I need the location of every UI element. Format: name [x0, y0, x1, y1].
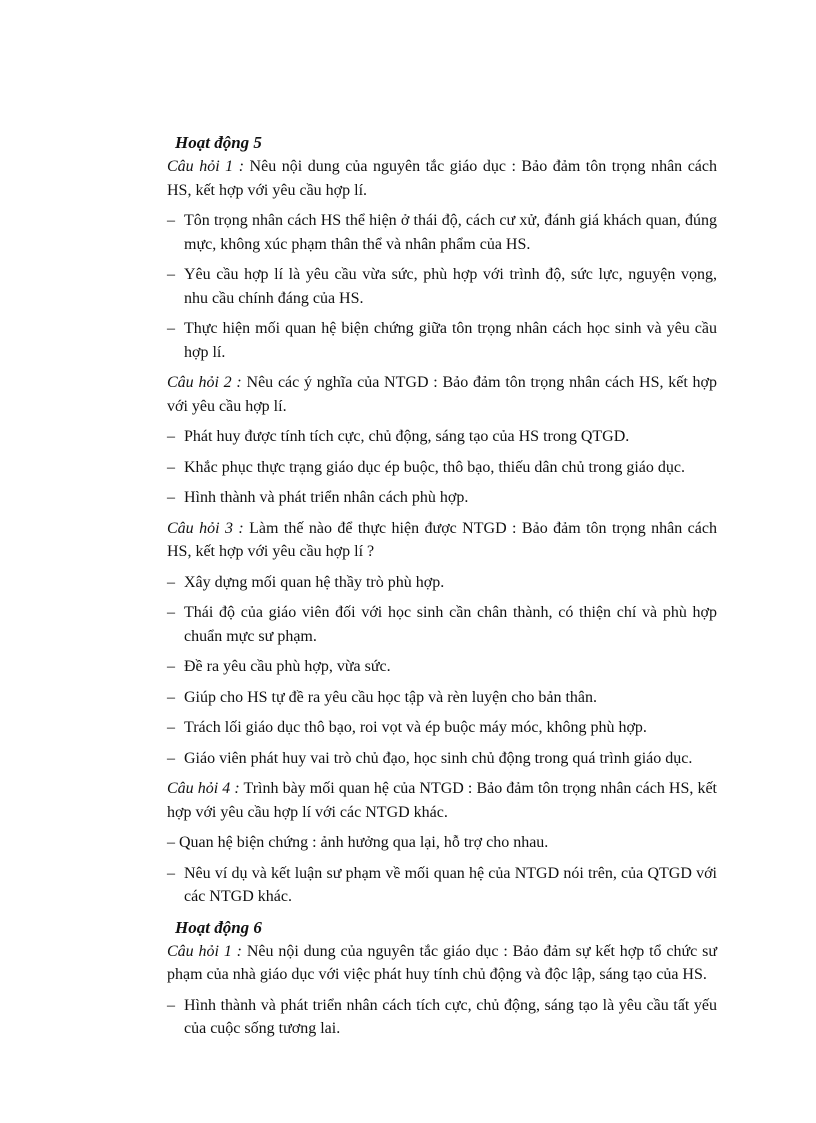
dash-marker: –: [167, 573, 175, 591]
dash-marker: –: [167, 428, 175, 445]
question-text: [167, 155, 717, 202]
dash-marker: –: [167, 604, 175, 621]
list-item-text: Xây dựng mối quan hệ thầy trò phù hợp.: [184, 573, 445, 591]
list-item: [167, 747, 717, 771]
dash-marker: –: [167, 658, 175, 675]
list-item: [167, 209, 717, 256]
list-item-text: Tôn trọng nhân cách HS thể hiện ở thái độ, cách cư xử, đánh giá khách quan, đúng mực, không xúc phạm thân thể và nhân phẩm của HS.: [184, 212, 717, 253]
question-text: [167, 371, 717, 418]
question-label: Câu hỏi 1 :: [167, 942, 242, 960]
question-label: Câu hỏi 1 :: [167, 158, 245, 175]
question-body: Làm thế nào để thực hiện được NTGD : Bảo đảm tôn trọng nhân cách HS, kết hợp với yêu cầu hợp lí ?: [167, 519, 717, 560]
question-body: Nêu nội dung của nguyên tắc giáo dục : Bảo đảm sự kết hợp tổ chức sư phạm của nhà giáo dục với việc phát huy tính chủ động và độc lập, sáng tạo của HS.: [167, 942, 718, 983]
list-item: [167, 686, 717, 710]
list-item-text: Hình thành và phát triển nhân cách phù hợp.: [184, 489, 469, 506]
list-item-text: Trách lối giáo dục thô bạo, roi vọt và ép buộc máy móc, không phù hợp.: [184, 719, 647, 736]
list-item: [167, 263, 717, 310]
list-item-text: Phát huy được tính tích cực, chủ động, sáng tạo của HS trong QTGD.: [184, 428, 630, 445]
question-body: Nêu nội dung của nguyên tắc giáo dục : Bảo đảm tôn trọng nhân cách HS, kết hợp với yêu cầu hợp lí.: [167, 158, 718, 199]
dash-marker: –: [167, 864, 175, 882]
list-item: [167, 425, 717, 449]
dash-marker: –: [167, 320, 175, 337]
question-label: Câu hỏi 4 :: [167, 780, 240, 797]
dash-marker: –: [167, 719, 175, 736]
list-item: [167, 716, 717, 740]
list-item: [167, 601, 717, 648]
list-item-text: Quan hệ biện chứng : ảnh hưởng qua lại, hỗ trợ cho nhau.: [179, 834, 549, 851]
list-item: [167, 862, 717, 909]
question-text: [167, 777, 717, 824]
dash-marker: –: [167, 266, 175, 283]
dash-marker: –: [167, 688, 175, 706]
question-text: [167, 517, 717, 564]
list-item: [167, 486, 717, 510]
list-item: [167, 317, 717, 364]
dash-marker: –: [167, 834, 175, 851]
list-item-text: Giáo viên phát huy vai trò chủ đạo, học sinh chủ động trong quá trình giáo dục.: [184, 749, 693, 767]
list-item-text: Khắc phục thực trạng giáo dục ép buộc, thô bạo, thiếu dân chủ trong giáo dục.: [184, 458, 685, 476]
question-body: Trình bày mối quan hệ của NTGD : Bảo đảm tôn trọng nhân cách HS, kết hợp với yêu cầu hợp lí với các NTGD khác.: [167, 780, 717, 821]
list-item-text: Đề ra yêu cầu phù hợp, vừa sức.: [184, 658, 391, 675]
document-page: [167, 131, 717, 1048]
list-item-text: Thực hiện mối quan hệ biện chứng giữa tôn trọng nhân cách học sinh và yêu cầu hợp lí.: [184, 320, 717, 361]
list-item: [167, 994, 717, 1041]
section-heading: Hoạt động 6: [175, 917, 262, 937]
dash-marker: –: [167, 458, 175, 476]
question-label: Câu hỏi 2 :: [167, 374, 242, 391]
section-heading: Hoạt động 5: [175, 133, 262, 152]
list-item-text: Giúp cho HS tự đề ra yêu cầu học tập và rèn luyện cho bản thân.: [184, 688, 597, 706]
question-text: [167, 940, 717, 987]
list-item: [167, 655, 717, 679]
list-item-text: Hình thành và phát triển nhân cách tích cực, chủ động, sáng tạo là yêu cầu tất yếu của cuộc sống tương lai.: [184, 996, 717, 1037]
list-item: [167, 571, 717, 595]
list-item-text: Yêu cầu hợp lí là yêu cầu vừa sức, phù hợp với trình độ, sức lực, nguyện vọng, nhu cầu chính đáng của HS.: [184, 266, 717, 307]
question-body: Nêu các ý nghĩa của NTGD : Bảo đảm tôn trọng nhân cách HS, kết hợp với yêu cầu hợp lí.: [167, 374, 717, 415]
list-item: [167, 831, 717, 855]
list-item-text: Thái độ của giáo viên đối với học sinh cần chân thành, có thiện chí và phù hợp chuẩn mực sư phạm.: [184, 604, 717, 645]
question-label: Câu hỏi 3 :: [167, 519, 244, 537]
dash-marker: –: [167, 212, 175, 229]
list-item-text: Nêu ví dụ và kết luận sư phạm về mối quan hệ của NTGD nói trên, của QTGD với các NTGD khác.: [184, 864, 717, 905]
dash-marker: –: [167, 489, 175, 506]
dash-marker: –: [167, 749, 175, 767]
list-item: [167, 456, 717, 480]
dash-marker: –: [167, 996, 175, 1014]
